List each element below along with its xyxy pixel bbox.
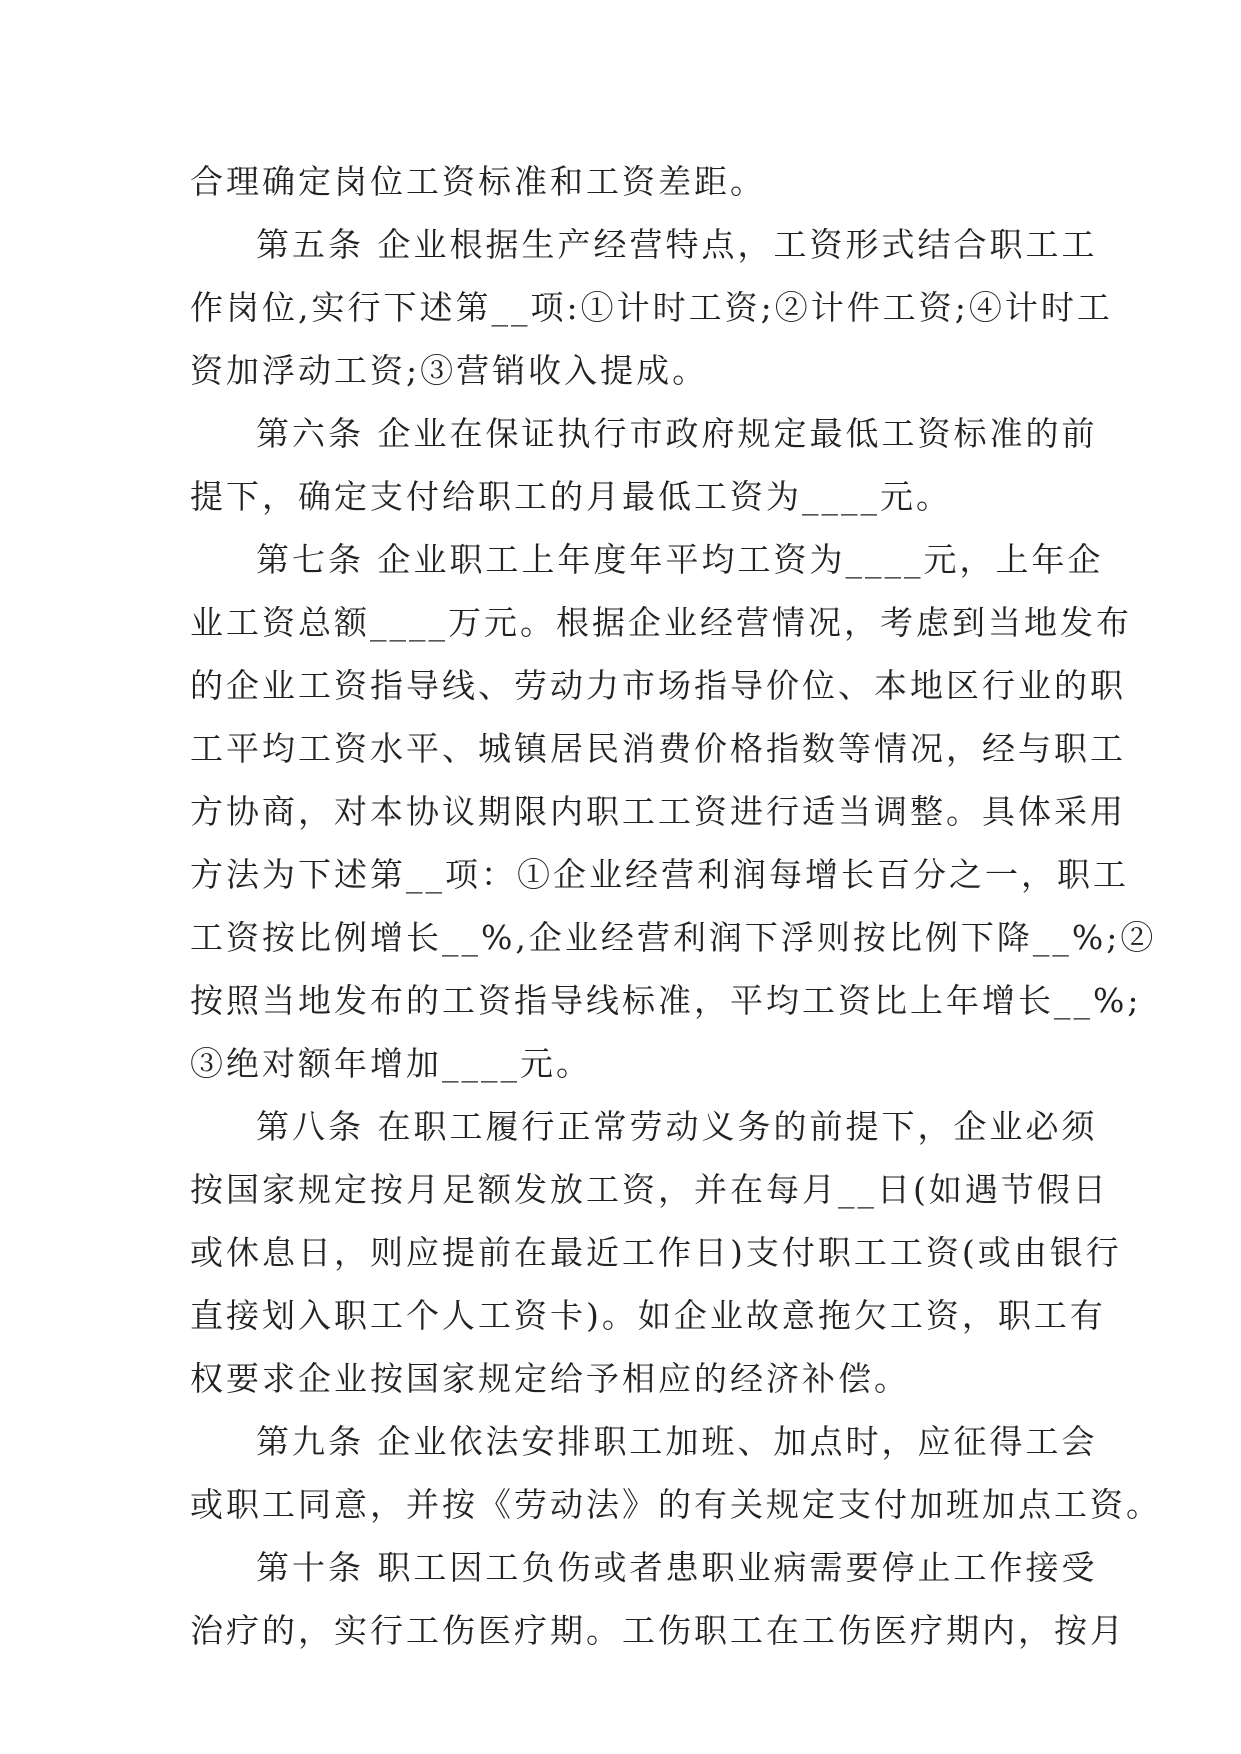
text-line: 工资按比例增长__%,企业经营利润下浮则按比例下降__%;② — [190, 918, 1157, 957]
text-line: 或职工同意，并按《劳动法》的有关规定支付加班加点工资。 — [190, 1485, 1162, 1524]
text-line: 或休息日，则应提前在最近工作日)支付职工工资(或由银行 — [190, 1233, 1122, 1272]
text-line: ③绝对额年增加____元。 — [190, 1044, 592, 1083]
article-10-line: 第十条 职工因工负伤或者患职业病需要停止工作接受 — [256, 1548, 1098, 1587]
document-body — [190, 150, 1162, 1662]
article-7-line: 第七条 企业职工上年度年平均工资为____元，上年企 — [256, 540, 1104, 579]
text-line: 治疗的，实行工伤医疗期。工伤职工在工伤医疗期内，按月 — [190, 1611, 1126, 1650]
article-5-line: 第五条 企业根据生产经营特点，工资形式结合职工工 — [256, 225, 1098, 264]
text-line: 方法为下述第__项：①企业经营利润每增长百分之一，职工 — [190, 855, 1129, 894]
text-line: 按照当地发布的工资指导线标准，平均工资比上年增长__%; — [190, 981, 1142, 1020]
article-8-line: 第八条 在职工履行正常劳动义务的前提下，企业必须 — [256, 1107, 1098, 1146]
text-line: 工平均工资水平、城镇居民消费价格指数等情况，经与职工 — [190, 729, 1126, 768]
article-9-line: 第九条 企业依法安排职工加班、加点时，应征得工会 — [256, 1422, 1098, 1461]
text-line: 直接划入职工个人工资卡)。如企业故意拖欠工资，职工有 — [190, 1296, 1106, 1335]
text-line: 提下，确定支付给职工的月最低工资为____元。 — [190, 477, 952, 516]
text-line: 资加浮动工资;③营销收入提成。 — [190, 351, 709, 390]
text-line: 作岗位,实行下述第__项:①计时工资;②计件工资;④计时工 — [190, 288, 1113, 327]
text-line: 权要求企业按国家规定给予相应的经济补偿。 — [190, 1359, 910, 1398]
text-line: 方协商，对本协议期限内职工工资进行适当调整。具体采用 — [190, 792, 1126, 831]
article-6-line: 第六条 企业在保证执行市政府规定最低工资标准的前 — [256, 414, 1098, 453]
text-line: 业工资总额____万元。根据企业经营情况，考虑到当地发布 — [190, 603, 1132, 642]
text-line: 的企业工资指导线、劳动力市场指导价位、本地区行业的职 — [190, 666, 1126, 705]
text-line: 合理确定岗位工资标准和工资差距。 — [190, 162, 766, 201]
text-line: 按国家规定按月足额发放工资，并在每月__日(如遇节假日 — [190, 1170, 1109, 1209]
